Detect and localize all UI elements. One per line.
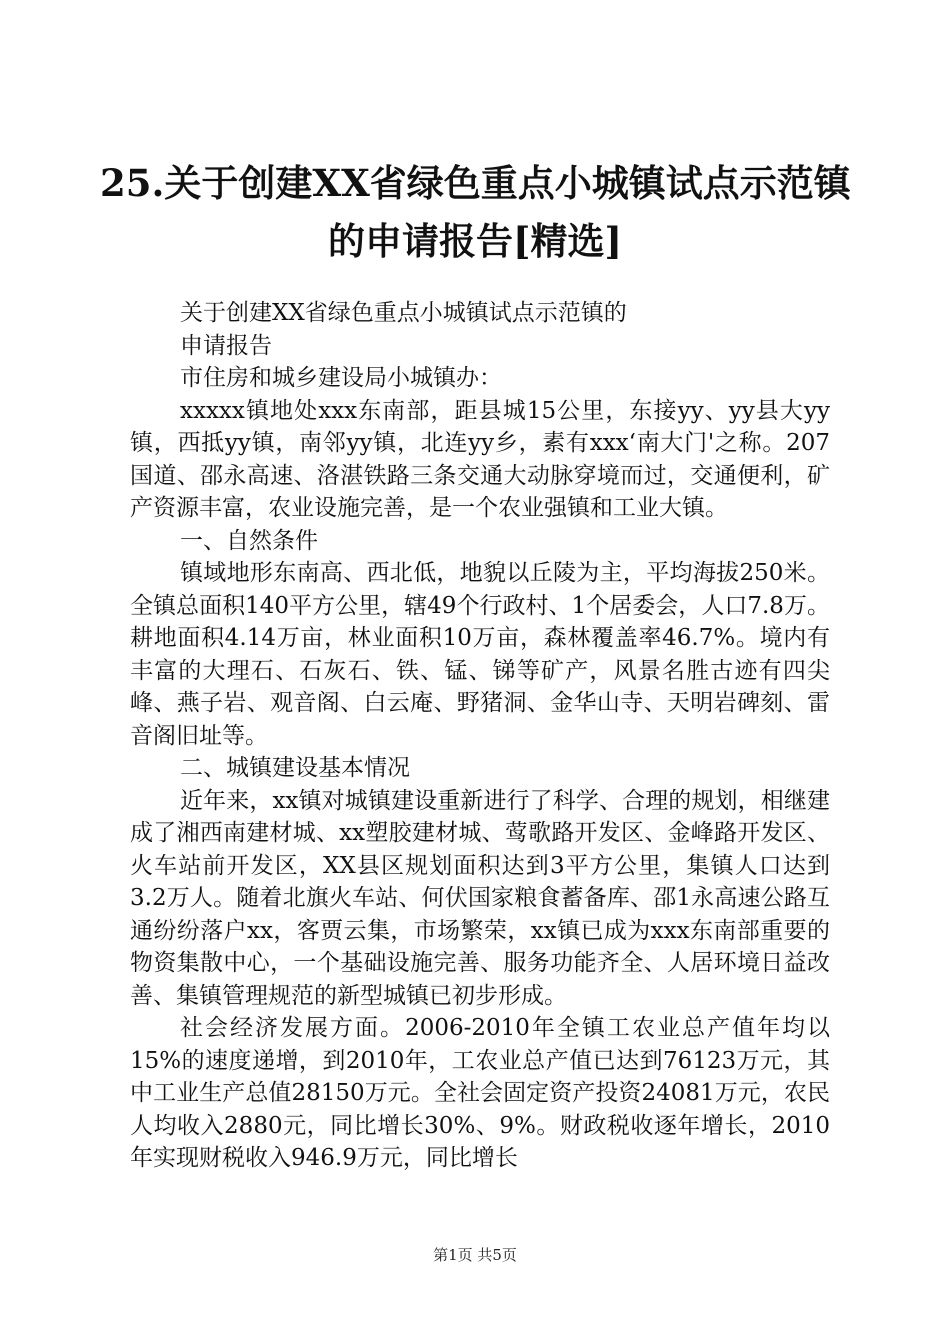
document-title-line-1: 25.关于创建XX省绿色重点小城镇试点示范镇	[100, 161, 851, 205]
document-title-line-2: 的申请报告[精选]	[327, 219, 622, 263]
subject-line-continued: 申请报告	[180, 332, 272, 359]
recipient-line: 市住房和城乡建设局小城镇办：	[180, 365, 502, 391]
page-number-footer: 第1页 共5页	[433, 1246, 517, 1264]
document-body	[130, 297, 830, 1175]
section-heading-natural-conditions: 一、自然条件	[180, 527, 318, 554]
subject-line: 关于创建XX省绿色重点小城镇试点示范镇的	[180, 300, 627, 326]
intro-paragraph: xxxxx镇地处xxx东南部，距县城15公里，东接yy、yy县大yy镇，西抵yy镇，南邻yy镇，北连yy乡，素有xxx‘南大门'之称。207国道、邵永高速、洛湛铁路三条交通大动脉穿境而过，交通便利，矿产资源丰富，农业设施完善，是一个农业强镇和工业大镇。	[130, 397, 830, 521]
economic-development-paragraph: 社会经济发展方面。2006-2010年全镇工农业总产值年均以15%的速度递增，到2010年，工农业总产值已达到76123万元，其中工业生产总值28150万元。全社会固定资产投资24081万元，农民人均收入2880元，同比增长30%、9%。财政税收逐年增长，2010年实现财税收入946.9万元，同比增长	[130, 1015, 830, 1171]
section-heading-town-construction: 二、城镇建设基本情况	[180, 755, 410, 781]
town-construction-paragraph: 近年来，xx镇对城镇建设重新进行了科学、合理的规划，相继建成了湘西南建材城、xx塑胶建材城、莺歌路开发区、金峰路开发区、火车站前开发区，XX县区规划面积达到3平方公里，集镇人口达到3.2万人。随着北旗火车站、何伏国家粮食蓄备库、邵1永高速公路互通纷纷落户xx，客贾云集，市场繁荣，xx镇已成为xxx东南部重要的物资集散中心，一个基础设施完善、服务功能齐全、人居环境日益改善、集镇管理规范的新型城镇已初步形成。	[130, 787, 830, 1009]
natural-conditions-paragraph: 镇域地形东南高、西北低，地貌以丘陵为主，平均海拔250米。全镇总面积140平方公里，辖49个行政村、1个居委会，人口7.8万。耕地面积4.14万亩，林业面积10万亩，森林覆盖率46.7%。境内有丰富的大理石、石灰石、铁、锰、锑等矿产，风景名胜古迹有四尖峰、燕子岩、观音阁、白云庵、野猪洞、金华山寺、天明岩碑刻、雷音阁旧址等。	[130, 560, 830, 749]
